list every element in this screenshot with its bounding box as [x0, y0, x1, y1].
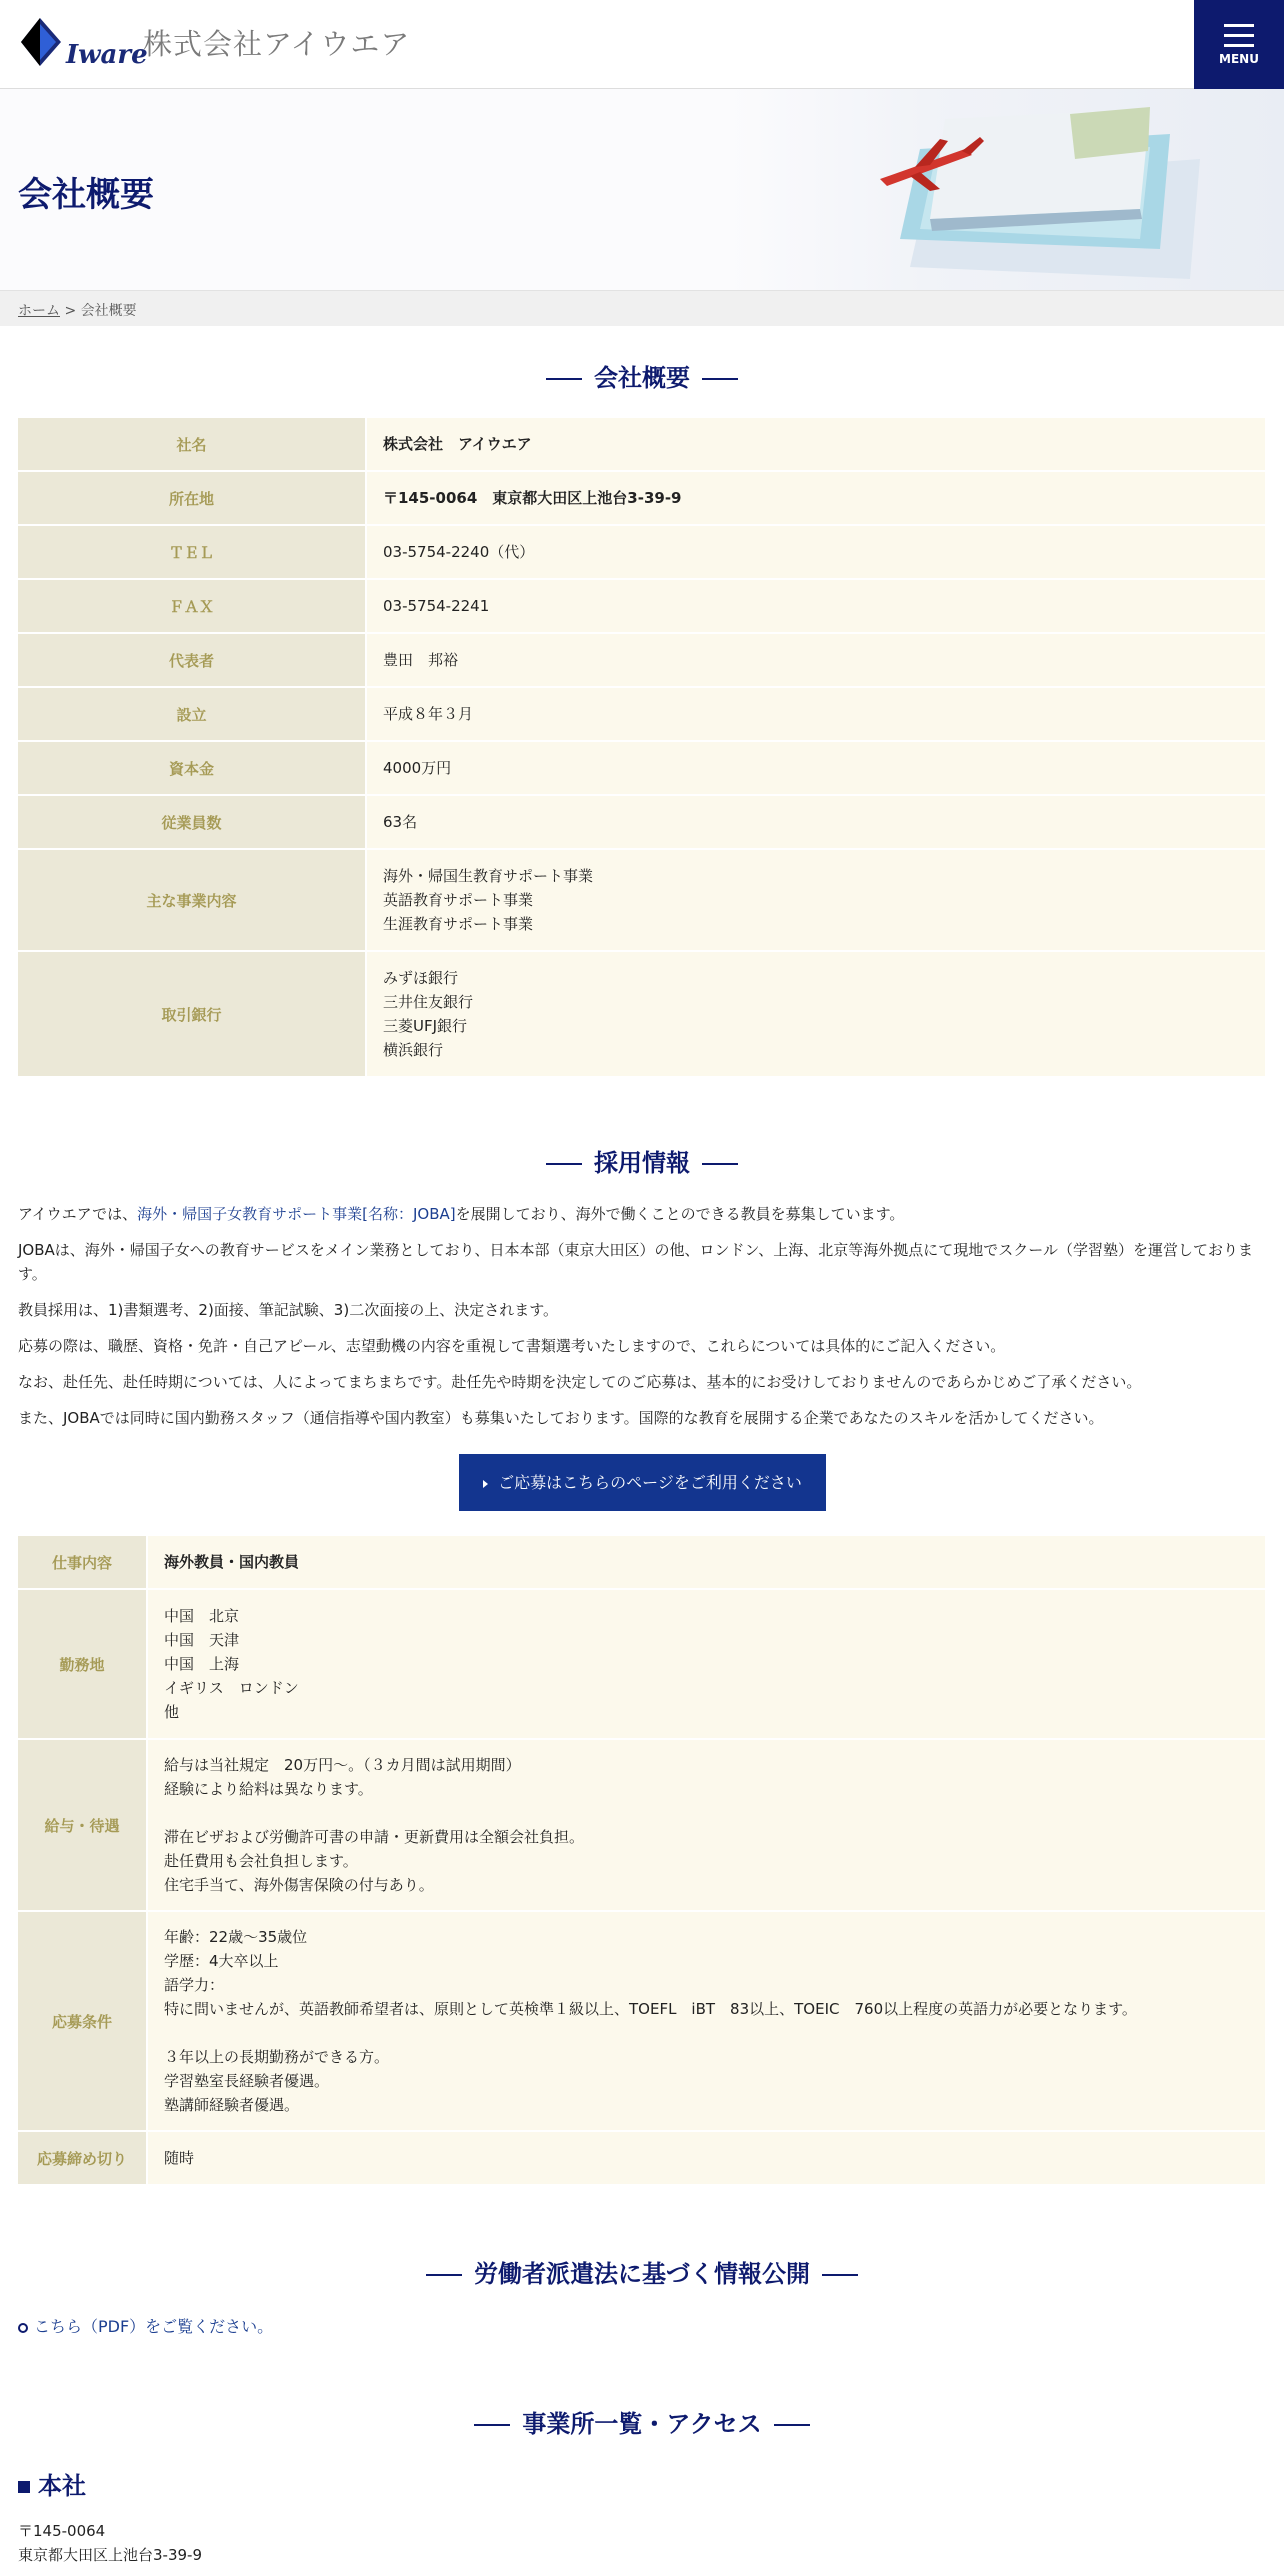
recruit-paragraph-2: JOBAは、海外・帰国子女への教育サービスをメイン業務としており、日本本部（東京大田区）の他、ロンドン、上海、北京等海外拠点にて現地でスクール（学習塾）を運営しております。 [18, 1241, 1253, 1283]
table-row [18, 1740, 1265, 1910]
arrow-right-icon [483, 1480, 488, 1488]
row-label: 取引銀行 [18, 952, 367, 1076]
table-row [18, 526, 1265, 578]
breadcrumb-current: 会社概要 [80, 303, 137, 319]
table-row [18, 688, 1265, 740]
row-value: 海外教員・国内教員 [148, 1536, 1265, 1588]
row-value: みずほ銀行 三井住友銀行 三菱UFJ銀行 横浜銀行 [367, 952, 1265, 1076]
recruit-table [18, 1534, 1265, 2186]
dispatch-heading: 労働者派遣法に基づく情報公開 [0, 2254, 1284, 2289]
row-value: 03-5754-2241 [367, 580, 1265, 632]
recruit-paragraph-5: なお、赴任先、赴任時期については、人によってまちまちです。赴任先や時期を決定してのご応募は、基本的にお受けしておりませんのであらかじめご了承ください。 [18, 1373, 1142, 1391]
overview-heading: 会社概要 [0, 358, 1284, 393]
joba-link[interactable]: 海外・帰国子女教育サポート事業[名称：JOBA] [137, 1205, 456, 1223]
square-bullet-icon [18, 2481, 30, 2493]
row-label: 仕事内容 [18, 1536, 148, 1588]
table-row [18, 1590, 1265, 1738]
breadcrumb-separator: > [64, 303, 77, 319]
row-value: 4000万円 [367, 742, 1265, 794]
row-label: 社名 [18, 418, 367, 470]
company-name: 株式会社アイウエア [143, 27, 411, 61]
logo-text: Iware [66, 40, 148, 70]
row-value: 豊田 邦裕 [367, 634, 1265, 686]
pdf-link[interactable]: こちら（PDF）をご覧ください。 [18, 2314, 273, 2337]
circle-bullet-icon [18, 2323, 28, 2333]
overview-table [18, 416, 1265, 1078]
row-label: 資本金 [18, 742, 367, 794]
row-label: 所在地 [18, 472, 367, 524]
site-header [0, 0, 1284, 89]
row-label: 代表者 [18, 634, 367, 686]
table-row [18, 952, 1265, 1076]
table-row [18, 1912, 1265, 2130]
table-row [18, 850, 1265, 950]
hero-image-books-airplane [730, 89, 1284, 290]
table-row [18, 1536, 1265, 1588]
table-row [18, 472, 1265, 524]
head-office-heading: 本社 [18, 2466, 86, 2501]
apply-button[interactable]: ご応募はこちらのページをご利用ください [459, 1454, 826, 1511]
breadcrumb-home-link[interactable]: ホーム [18, 303, 60, 319]
company-logo[interactable] [16, 14, 148, 74]
row-value: 株式会社 アイウエア [367, 418, 1265, 470]
row-value: 03-5754-2240（代） [367, 526, 1265, 578]
recruit-heading: 採用情報 [0, 1143, 1284, 1178]
table-row [18, 2132, 1265, 2184]
page-hero [0, 89, 1284, 290]
page-title: 会社概要 [18, 175, 154, 215]
row-value: 随時 [148, 2132, 1265, 2184]
row-label: 従業員数 [18, 796, 367, 848]
recruit-paragraph-3: 教員採用は、1)書類選考、2)面接、筆記試験、3)二次面接の上、決定されます。 [18, 1301, 558, 1319]
menu-label: MENU [1219, 52, 1259, 66]
recruit-paragraph-1: アイウエアでは、海外・帰国子女教育サポート事業[名称：JOBA]を展開しており、海外で働くことのできる教員を募集しています。 [18, 1205, 905, 1223]
row-label: 設立 [18, 688, 367, 740]
row-label: 給与・待遇 [18, 1740, 148, 1910]
row-label: 応募条件 [18, 1912, 148, 2130]
logo-diamond-icon [16, 14, 66, 74]
row-value: 平成８年３月 [367, 688, 1265, 740]
table-row [18, 580, 1265, 632]
table-row [18, 634, 1265, 686]
menu-button[interactable] [1194, 0, 1284, 89]
row-value: 年齢：22歳～35歳位 学歴：4大卒以上 語学力： 特に問いませんが、英語教師希望者は、原則として英検準１級以上、TOEFL iBT 83以上、TOEIC 760以上程度の英語力が必要となります。 ３年以上の長期勤務ができる方。 学習塾室長経験者優遇。 塾講師経験者優遇。 [148, 1912, 1265, 2130]
offices-heading: 事業所一覧・アクセス [0, 2404, 1284, 2439]
row-label: 勤務地 [18, 1590, 148, 1738]
row-value: 中国 北京 中国 天津 中国 上海 イギリス ロンドン 他 [148, 1590, 1265, 1738]
hamburger-icon [1224, 24, 1254, 54]
postal-code: 〒145-0064 [18, 2522, 106, 2540]
row-label: 応募締め切り [18, 2132, 148, 2184]
row-value: 給与は当社規定 20万円～。（３カ月間は試用期間） 経験により給料は異なります。 滞在ビザおよび労働許可書の申請・更新費用は全額会社負担。 赴任費用も会社負担します。 住宅手当て、海外傷害保険の付与あり。 [148, 1740, 1265, 1910]
table-row [18, 742, 1265, 794]
breadcrumb [0, 290, 1284, 326]
row-value: 海外・帰国生教育サポート事業 英語教育サポート事業 生涯教育サポート事業 [367, 850, 1265, 950]
row-label: 主な事業内容 [18, 850, 367, 950]
row-value: 63名 [367, 796, 1265, 848]
office-address: 東京都大田区上池台3-39-9 [18, 2546, 202, 2564]
table-row [18, 796, 1265, 848]
table-row [18, 418, 1265, 470]
recruit-paragraph-4: 応募の際は、職歴、資格・免許・自己アピール、志望動機の内容を重視して書類選考いたしますので、これらについては具体的にご記入ください。 [18, 1337, 1006, 1355]
row-label: ＦＡＸ [18, 580, 367, 632]
row-value: 〒145-0064 東京都大田区上池台3-39-9 [367, 472, 1265, 524]
row-label: ＴＥＬ [18, 526, 367, 578]
recruit-paragraph-6: また、JOBAでは同時に国内勤務スタッフ（通信指導や国内教室）も募集いたしております。国際的な教育を展開する企業であなたのスキルを活かしてください。 [18, 1409, 1104, 1427]
